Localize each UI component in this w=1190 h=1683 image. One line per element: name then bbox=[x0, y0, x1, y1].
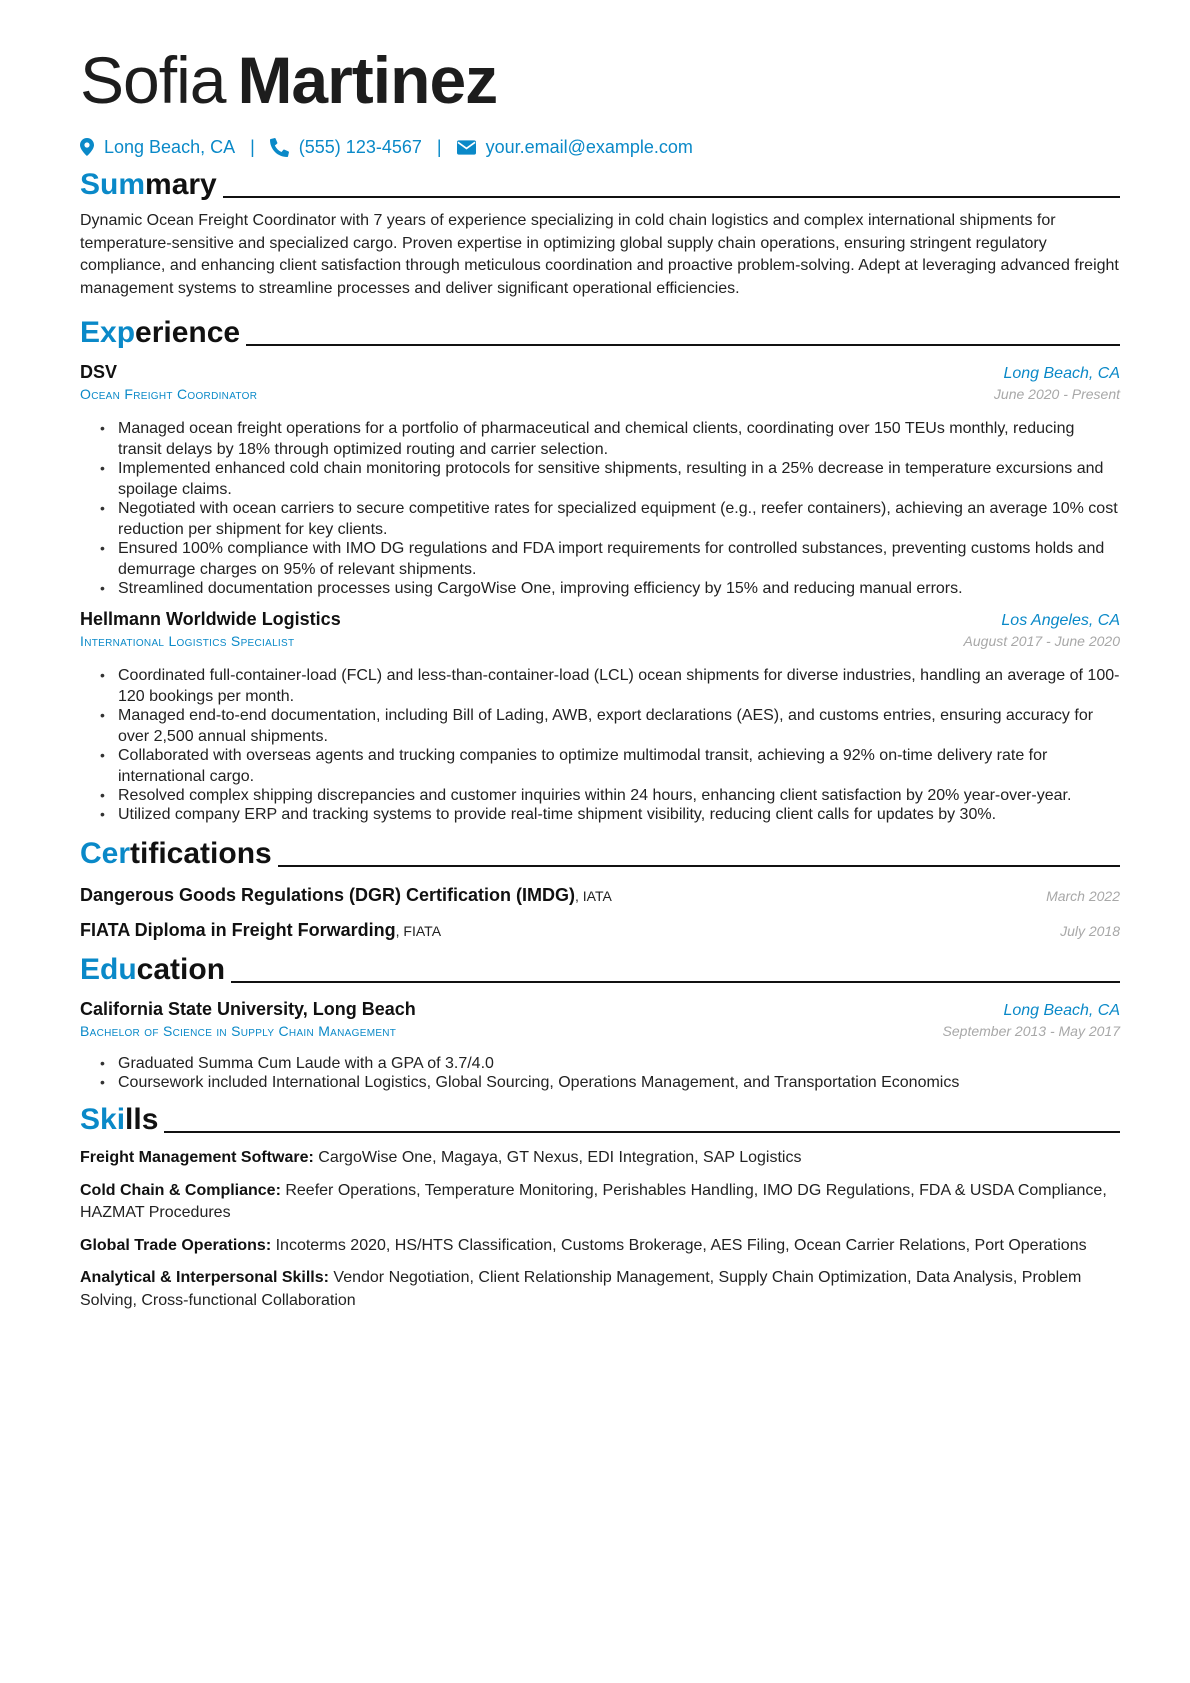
certifications-heading bbox=[80, 835, 1120, 873]
bullet-item: • Managed ocean freight operations for a portfolio of pharmaceutical and chemical clients, coordinating over 150 TEUs monthly, reducing transit delays by 18% through optimized routing and carrier selection. bbox=[80, 418, 1120, 460]
person-name bbox=[80, 40, 1120, 120]
summary-heading bbox=[80, 166, 1120, 204]
phone-icon bbox=[270, 138, 289, 157]
skill-values: Vendor Negotiation, Client Relationship Management, Supply Chain Optimization, Data Analysis, Problem Solving, Cross-functional Collaboration bbox=[80, 1269, 1082, 1309]
job-title: Ocean Freight Coordinator bbox=[80, 386, 258, 402]
last-name: Martinez bbox=[237, 43, 498, 117]
job-entry bbox=[80, 362, 1120, 599]
job-location: Long Beach, CA bbox=[1003, 365, 1120, 382]
bullet-item: • Utilized company ERP and tracking systems to provide real-time shipment visibility, reducing client calls for updates by 30%. bbox=[80, 804, 1120, 825]
company-name: DSV bbox=[80, 362, 118, 382]
job-bullets bbox=[80, 665, 1120, 825]
degree-title: Bachelor of Science in Supply Chain Management bbox=[80, 1023, 397, 1039]
bullet-item: • Implemented enhanced cold chain monitoring protocols for sensitive shipments, resulting in a 25% decrease in temperature excursions and spoilage claims. bbox=[80, 458, 1120, 500]
school-location: Long Beach, CA bbox=[1003, 1002, 1120, 1019]
skill-category: Cold Chain & Compliance: bbox=[80, 1181, 281, 1199]
job-title: International Logistics Specialist bbox=[80, 633, 295, 649]
section-title: Education bbox=[80, 953, 226, 986]
skill-row bbox=[80, 1180, 1120, 1225]
job-bullets bbox=[80, 418, 1120, 599]
contact-line bbox=[80, 134, 1120, 160]
section-title: Skills bbox=[80, 1103, 159, 1136]
skill-values: CargoWise One, Magaya, GT Nexus, EDI Integration, SAP Logistics bbox=[313, 1149, 802, 1166]
certification-date: July 2018 bbox=[1060, 923, 1120, 939]
certification-date: March 2022 bbox=[1046, 888, 1120, 904]
section-title: Summary bbox=[80, 168, 217, 201]
experience-heading bbox=[80, 314, 1120, 352]
section-rule bbox=[164, 1131, 1120, 1133]
job-dates: August 2017 - June 2020 bbox=[963, 633, 1120, 649]
bullet-item: • Coursework included International Logistics, Global Sourcing, Operations Management, and Transportation Economics bbox=[80, 1072, 1120, 1093]
certification-item bbox=[80, 885, 1120, 906]
skill-category: Global Trade Operations: bbox=[80, 1236, 272, 1254]
skills-heading bbox=[80, 1101, 1120, 1139]
contact-phone[interactable] bbox=[270, 137, 422, 158]
certification-name: Dangerous Goods Regulations (DGR) Certification (IMDG) bbox=[80, 885, 576, 905]
education-entry bbox=[80, 999, 1120, 1093]
phone-text: (555) 123-4567 bbox=[298, 136, 422, 157]
bullet-item: • Coordinated full-container-load (FCL) and less-than-container-load (LCL) ocean shipments for diverse industries, handling an average of 100-120 bookings per month. bbox=[80, 665, 1120, 707]
certification-item bbox=[80, 920, 1120, 941]
education-heading bbox=[80, 951, 1120, 989]
bullet-item: • Graduated Summa Cum Laude with a GPA of 3.7/4.0 bbox=[80, 1053, 1120, 1074]
bullet-item: • Collaborated with overseas agents and trucking companies to optimize multimodal transit, achieving a 92% on-time delivery rate for international cargo. bbox=[80, 745, 1120, 787]
skill-category: Analytical & Interpersonal Skills: bbox=[80, 1269, 329, 1286]
job-entry bbox=[80, 609, 1120, 825]
education-bullets bbox=[80, 1053, 1120, 1093]
envelope-icon bbox=[457, 140, 476, 155]
bullet-item: • Ensured 100% compliance with IMO DG regulations and FDA import requirements for controlled substances, preventing customs holds and demurrage charges on 95% of relevant shipments. bbox=[80, 538, 1120, 580]
skill-values: Incoterms 2020, HS/HTS Classification, Customs Brokerage, AES Filing, Ocean Carrier Relations, Port Operations bbox=[271, 1236, 1087, 1254]
skill-row bbox=[80, 1147, 1120, 1170]
skill-category: Freight Management Software: bbox=[80, 1149, 314, 1166]
first-name: Sofia bbox=[80, 43, 226, 117]
contact-separator: | bbox=[250, 136, 255, 157]
section-title: Certifications bbox=[80, 837, 272, 870]
bullet-item: • Negotiated with ocean carriers to secure competitive rates for specialized equipment (e.g., reefer containers), achieving an average 10% cost reduction per shipment for key clients. bbox=[80, 498, 1120, 540]
contact-email[interactable] bbox=[457, 137, 693, 158]
education-dates: September 2013 - May 2017 bbox=[942, 1023, 1120, 1039]
certification-issuer: , IATA bbox=[575, 888, 612, 904]
contact-separator: | bbox=[436, 136, 442, 157]
email-link[interactable]: your.email@example.com bbox=[485, 136, 693, 157]
resume-page bbox=[80, 40, 1120, 1312]
bullet-item: • Streamlined documentation processes using CargoWise One, improving efficiency by 15% and reducing manual errors. bbox=[80, 578, 1120, 599]
company-name: Hellmann Worldwide Logistics bbox=[80, 609, 341, 629]
location-text: Long Beach, CA bbox=[104, 136, 236, 157]
job-location: Los Angeles, CA bbox=[1001, 612, 1120, 629]
section-rule bbox=[278, 865, 1120, 867]
certification-name: FIATA Diploma in Freight Forwarding bbox=[80, 920, 396, 940]
contact-location bbox=[80, 137, 235, 158]
job-dates: June 2020 - Present bbox=[993, 386, 1120, 402]
skill-values: Reefer Operations, Temperature Monitoring, Perishables Handling, IMO DG Regulations, FDA & USDA Compliance, HAZMAT Procedures bbox=[80, 1181, 1107, 1221]
bullet-item: • Resolved complex shipping discrepancies and customer inquiries within 24 hours, enhancing client satisfaction by 20% year-over-year. bbox=[80, 785, 1120, 806]
section-rule bbox=[246, 344, 1120, 346]
section-rule bbox=[231, 981, 1120, 983]
school-name: California State University, Long Beach bbox=[80, 999, 416, 1019]
summary-text: Dynamic Ocean Freight Coordinator with 7 years of experience specializing in cold chain logistics and complex international shipments for temperature-sensitive and specialized cargo. Proven expertise in optimizing global supply chain operations, ensuring stringent regulatory compliance, and enhancing client satisfaction through meticulous coordination and proactive problem-solving. Adept at leveraging advanced freight management systems to streamline processes and deliver significant operational efficiencies. bbox=[80, 212, 1119, 297]
skill-row bbox=[80, 1235, 1120, 1258]
certification-issuer: , FIATA bbox=[395, 923, 442, 939]
section-rule bbox=[223, 196, 1120, 198]
skill-row bbox=[80, 1267, 1120, 1312]
section-title: Experience bbox=[80, 316, 241, 349]
map-pin-icon bbox=[80, 138, 94, 156]
bullet-item: • Managed end-to-end documentation, including Bill of Lading, AWB, export declarations (AES), and customs entries, ensuring accuracy for over 2,500 annual shipments. bbox=[80, 705, 1120, 747]
